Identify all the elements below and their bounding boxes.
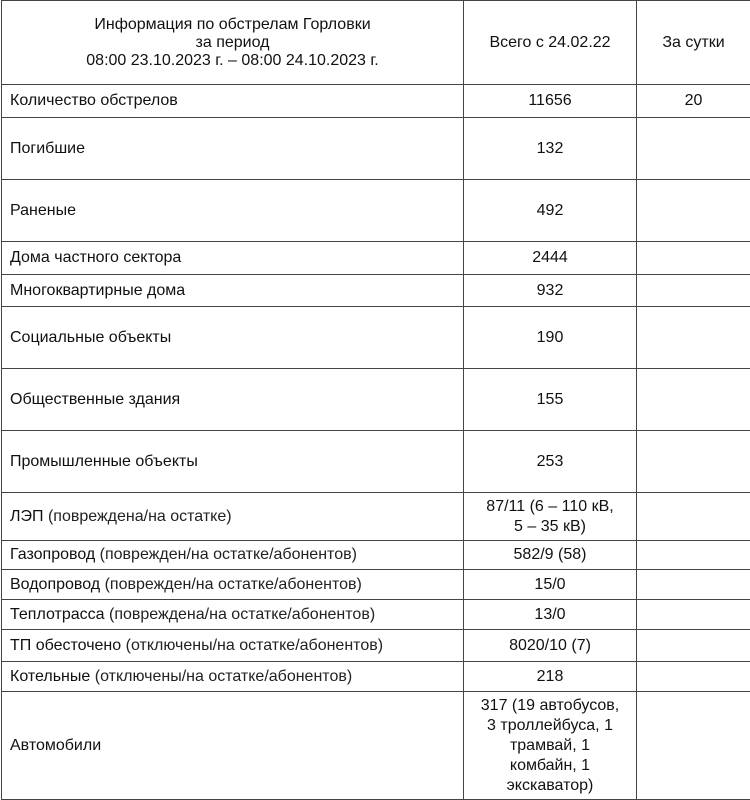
row-day: 20 (637, 85, 750, 118)
row-label: Общественные здания (2, 369, 464, 431)
row-day (637, 570, 750, 600)
row-day (637, 431, 750, 493)
table-row (2, 692, 750, 800)
row-label: Теплотрасса (повреждена/на остатке/абонентов) (2, 600, 464, 630)
row-label: Газопровод (поврежден/на остатке/абонентов) (2, 541, 464, 570)
row-label: Котельные (отключены/на остатке/абонентов) (2, 662, 464, 692)
row-label: ЛЭП (повреждена/на остатке) (2, 493, 464, 541)
table-row (2, 242, 750, 275)
row-total: 190 (464, 307, 637, 369)
row-total: 13/0 (464, 600, 637, 630)
row-total: 2444 (464, 242, 637, 275)
row-day (637, 662, 750, 692)
title-line-2: за период (195, 33, 270, 51)
title-line-3: 08:00 23.10.2023 г. – 08:00 24.10.2023 г. (86, 51, 379, 69)
row-label: Автомобили (2, 692, 464, 800)
row-day (637, 600, 750, 630)
row-day (637, 692, 750, 800)
row-total: 218 (464, 662, 637, 692)
table-row (2, 600, 750, 630)
table-row (2, 85, 750, 118)
row-total: 932 (464, 275, 637, 307)
col-header-day: За сутки (637, 1, 750, 85)
title-line-1: Информация по обстрелам Горловки (94, 15, 371, 33)
row-label: Дома частного сектора (2, 242, 464, 275)
row-day (637, 369, 750, 431)
row-total: 11656 (464, 85, 637, 118)
table-row (2, 431, 750, 493)
table-row (2, 275, 750, 307)
row-label: Количество обстрелов (2, 85, 464, 118)
row-total: 8020/10 (7) (464, 630, 637, 662)
table-row (2, 570, 750, 600)
row-label: Водопровод (поврежден/на остатке/абонентов) (2, 570, 464, 600)
table-row (2, 493, 750, 541)
row-total: 317 (19 автобусов, 3 троллейбуса, 1 трамвай, 1 комбайн, 1 экскаватор) (464, 692, 637, 800)
table-row (2, 662, 750, 692)
row-label: Социальные объекты (2, 307, 464, 369)
row-total: 132 (464, 118, 637, 180)
row-day (637, 242, 750, 275)
row-label: Раненые (2, 180, 464, 242)
row-day (637, 180, 750, 242)
shelling-info-table (1, 0, 750, 800)
row-total: 253 (464, 431, 637, 493)
row-day (637, 118, 750, 180)
table-row (2, 180, 750, 242)
row-day (637, 307, 750, 369)
table-row (2, 630, 750, 662)
table-row (2, 118, 750, 180)
row-day (637, 541, 750, 570)
table-title (2, 1, 464, 85)
row-label: Промышленные объекты (2, 431, 464, 493)
table-row (2, 541, 750, 570)
row-label: Погибшие (2, 118, 464, 180)
row-label: Многоквартирные дома (2, 275, 464, 307)
row-day (637, 493, 750, 541)
row-total: 15/0 (464, 570, 637, 600)
col-header-total: Всего с 24.02.22 (464, 1, 637, 85)
row-label: ТП обесточено (отключены/на остатке/абонентов) (2, 630, 464, 662)
row-total: 87/11 (6 – 110 кВ, 5 – 35 кВ) (464, 493, 637, 541)
header-row (2, 1, 750, 85)
row-total: 155 (464, 369, 637, 431)
row-day (637, 630, 750, 662)
row-total: 492 (464, 180, 637, 242)
table-row (2, 369, 750, 431)
row-total: 582/9 (58) (464, 541, 637, 570)
table-row (2, 307, 750, 369)
row-day (637, 275, 750, 307)
